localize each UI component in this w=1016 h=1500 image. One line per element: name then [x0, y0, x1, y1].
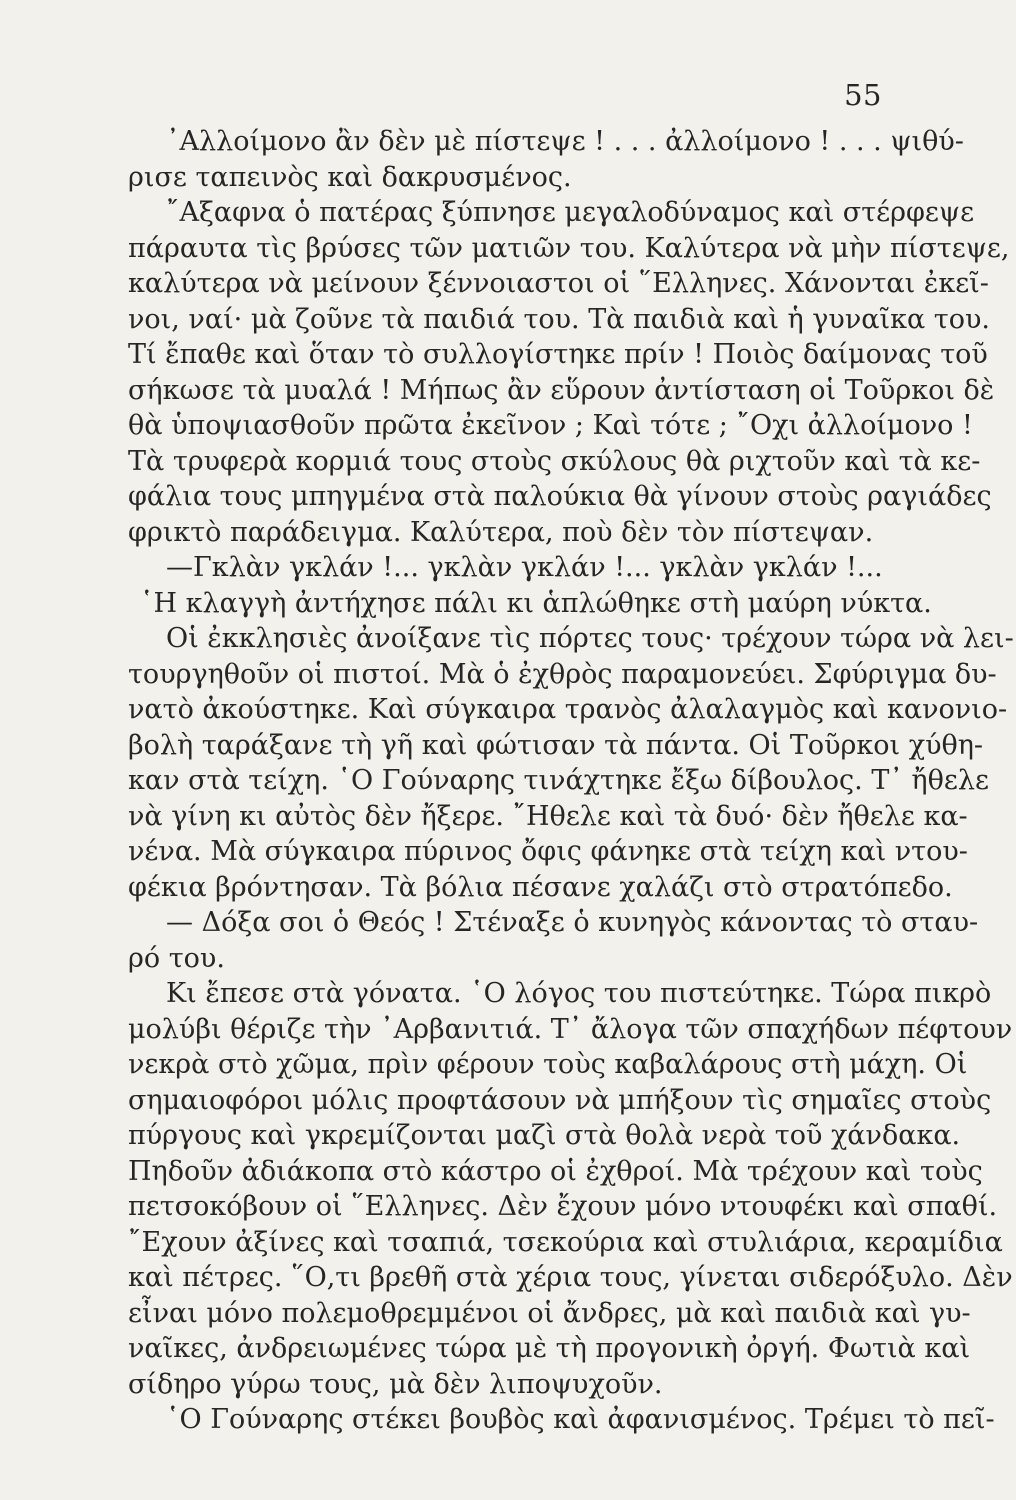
text-line: νοι, ναί· μὰ ζοῦνε τὰ παιδιά του. Τὰ παιδιὰ καὶ ἡ γυναῖκα του.	[128, 303, 990, 335]
text-line: νὰ γίνη κι αὐτὸς δὲν ἤξερε. ῎Ηθελε καὶ τὰ δυό· δὲν ἤθελε κα-	[128, 800, 968, 832]
text-line: ᾿Αλλοίμονο ἂν δὲν μὲ πίστεψε ! . . . ἀλλοίμονο ! . . . ψιθύ-	[166, 126, 964, 157]
text-line: καλύτερα νὰ μείνουν ξέννοιαστοι οἱ ῞Ελληνες. Χάνονται ἐκεῖ-	[128, 268, 989, 299]
page-number: 55	[844, 78, 882, 112]
text-line: νένα. Μὰ σύγκαιρα πύρινος ὄφις φάνηκε στὰ τείχη καὶ ντου-	[128, 836, 968, 867]
body-text	[128, 124, 1014, 1438]
text-line: βολὴ ταράξανε τὴ γῆ καὶ φώτισαν τὰ πάντα. Οἱ Τοῦρκοι χύθη-	[128, 729, 984, 761]
text-line: θὰ ὑποψιασθοῦν πρῶτα ἐκεῖνον ; Καὶ τότε ; ῎Οχι ἀλλοίμονο !	[128, 410, 973, 441]
text-line: φάλια τους μπηγμένα στὰ παλούκια θὰ γίνουν στοὺς ραγιάδες	[128, 481, 992, 512]
text-line: ναῖκες, ἀνδρειωμένες τώρα μὲ τὴ προγονικὴ ὀργή. Φωτιὰ καὶ	[128, 1333, 971, 1364]
text-line: νατὸ ἀκούστηκε. Καὶ σύγκαιρα τρανὸς ἀλαλαγμὸς καὶ κανονιο-	[128, 694, 1008, 725]
text-line: εἶναι μόνο πολεμοθρεμμένοι οἱ ἄνδρες, μὰ καὶ παιδιὰ καὶ γυ-	[128, 1297, 971, 1329]
text-line: φρικτὸ παράδειγμα. Καλύτερα, ποὺ δὲν τὸν πίστεψαν.	[128, 516, 874, 548]
text-line: ῾Ο Γούναρης στέκει βουβὸς καὶ ἀφανισμένος. Τρέμει τὸ πεῖ-	[166, 1404, 995, 1435]
text-line: ρισε ταπεινὸς καὶ δακρυσμένος.	[128, 161, 572, 193]
text-line: μολύβι θέριζε τὴν ᾿Αρβανιτιά. Τ᾿ ἄλογα τῶν σπαχήδων πέφτουν	[128, 1013, 1013, 1045]
text-line: Τί ἔπαθε καὶ ὅταν τὸ συλλογίστηκε πρίν ! Ποιὸς δαίμονας τοῦ	[128, 339, 988, 370]
text-line: καν στὰ τείχη. ῾Ο Γούναρης τινάχτηκε ἔξω δίβουλος. Τ᾿ ἤθελε	[128, 765, 989, 796]
text-line: πάραυτα τὶς βρύσες τῶν ματιῶν του. Καλύτερα νὰ μὴν πίστεψε,	[128, 232, 1010, 264]
text-line: σημαιοφόροι μόλις προφτάσουν νὰ μπήξουν τὶς σημαῖες στοὺς	[128, 1084, 992, 1116]
text-line: Οἱ ἐκκλησιὲς ἀνοίξανε τὶς πόρτες τους· τρέχουν τώρα νὰ λει-	[166, 623, 1014, 654]
text-line: ῾Η κλαγγὴ ἀντήχησε πάλι κι ἁπλώθηκε στὴ μαύρη νύκτα.	[140, 587, 932, 619]
text-line: φέκια βρόντησαν. Τὰ βόλια πέσανε χαλάζι στὸ στρατόπεδο.	[128, 871, 953, 903]
text-line: καὶ πέτρες. ῞Ο,τι βρεθῆ στὰ χέρια τους, γίνεται σιδερόξυλο. Δὲν	[128, 1262, 1013, 1293]
text-line: —Γκλὰν γκλάν !... γκλὰν γκλάν !... γκλὰν γκλάν !...	[166, 552, 883, 583]
text-line: πύργους καὶ γκρεμίζονται μαζὶ στὰ θολὰ νερὰ τοῦ χάνδακα.	[128, 1120, 961, 1151]
text-line: ῎Εχουν ἀξίνες καὶ τσαπιά, τσεκούρια καὶ στυλιάρια, κεραμίδια	[128, 1226, 1003, 1258]
text-line: — Δόξα σοι ὁ Θεός ! Στέναξε ὁ κυνηγὸς κάνοντας τὸ σταυ-	[166, 907, 979, 938]
text-line: Πηδοῦν ἀδιάκοπα στὸ κάστρο οἱ ἐχθροί. Μὰ τρέχουν καὶ τοὺς	[128, 1155, 983, 1187]
text-line: ῎Αξαφνα ὁ πατέρας ξύπνησε μεγαλοδύναμος καὶ στέρφεψε	[166, 197, 975, 228]
text-line: τουργηθοῦν οἱ πιστοί. Μὰ ὁ ἐχθρὸς παραμονεύει. Σφύριγμα δυ-	[128, 658, 997, 690]
text-line: Κι ἔπεσε στὰ γόνατα. ῾Ο λόγος του πιστεύτηκε. Τώρα πικρὸ	[166, 978, 992, 1009]
text-line: ρό του.	[128, 942, 225, 974]
text-line: σήκωσε τὰ μυαλά ! Μήπως ἂν εὕρουν ἀντίσταση οἱ Τοῦρκοι δὲ	[128, 374, 995, 406]
text-line: Τὰ τρυφερὰ κορμιά τους στοὺς σκύλους θὰ ριχτοῦν καὶ τὰ κε-	[128, 445, 981, 477]
text-line: νεκρὰ στὸ χῶμα, πρὶν φέρουν τοὺς καβαλάρους στὴ μάχη. Οἱ	[128, 1049, 968, 1080]
text-line: πετσοκόβουν οἱ ῞Ελληνες. Δὲν ἔχουν μόνο ντουφέκι καὶ σπαθί.	[128, 1191, 998, 1222]
text-line: σίδηρο γύρω τους, μὰ δὲν λιποψυχοῦν.	[128, 1368, 663, 1400]
